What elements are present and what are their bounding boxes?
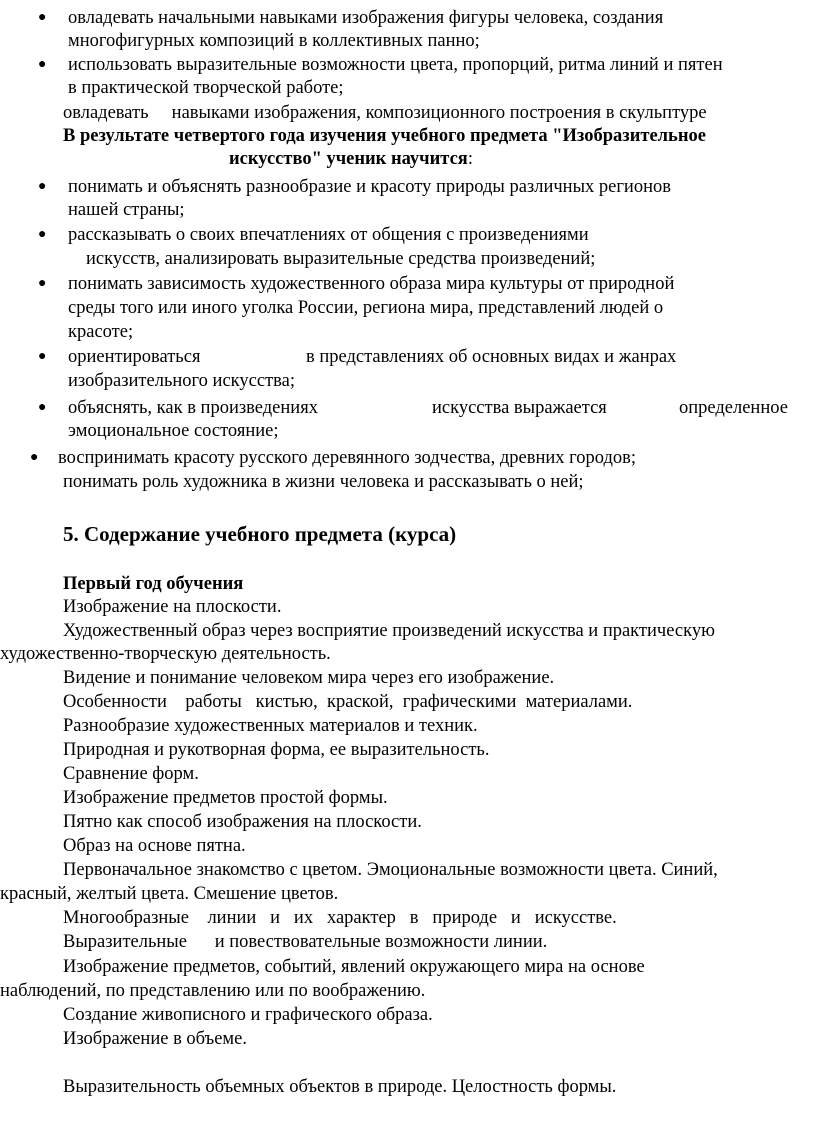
list-item: овладевать начальными навыками изображения фигуры человека, создания xyxy=(68,8,664,28)
list-item: понимать роль художника в жизни человека и рассказывать о ней; xyxy=(63,472,584,492)
list-item: объяснять, как в произведениях xyxy=(68,398,318,418)
paragraph: Создание живописного и графического образа. xyxy=(63,1005,433,1025)
paragraph: красный, желтый цвета. Смешение цветов. xyxy=(0,884,339,904)
list-item: определенное xyxy=(679,398,788,418)
paragraph: Образ на основе пятна. xyxy=(63,836,246,856)
section-heading: В результате четвертого года изучения учебного предмета "Изобразительное xyxy=(63,126,706,146)
list-item: нашей страны; xyxy=(68,200,185,220)
bullet-marker: ● xyxy=(30,450,39,465)
bullet-marker: ● xyxy=(38,57,47,72)
paragraph: Разнообразие художественных материалов и техник. xyxy=(63,716,478,736)
list-item: в практической творческой работе; xyxy=(68,78,344,98)
list-item: эмоциональное состояние; xyxy=(68,421,279,441)
list-item: воспринимать красоту русского деревянного зодчества, древних городов; xyxy=(58,448,637,468)
paragraph: Выразительные и повествовательные возможности линии. xyxy=(63,932,548,952)
list-item: искусств, анализировать выразительные средства произведений; xyxy=(86,249,596,269)
paragraph: Изображение на плоскости. xyxy=(63,597,282,617)
paragraph: овладевать навыками изображения, композиционного построения в скульптуре xyxy=(63,103,707,123)
paragraph: Природная и рукотворная форма, ее выразительность. xyxy=(63,740,490,760)
heading-text: искусство" ученик научится xyxy=(229,149,468,169)
paragraph: Изображение предметов простой формы. xyxy=(63,788,388,808)
list-item: красоте; xyxy=(68,322,134,342)
list-item: в представлениях об основных видах и жанрах xyxy=(306,347,677,367)
bullet-marker: ● xyxy=(38,227,47,242)
list-item: понимать зависимость художественного образа мира культуры от природной xyxy=(68,274,675,294)
section-title: 5. Содержание учебного предмета (курса) xyxy=(63,522,457,546)
paragraph: Многообразные линии и их характер в природе и искусстве. xyxy=(63,908,617,928)
paragraph: Первоначальное знакомство с цветом. Эмоциональные возможности цвета. Синий, xyxy=(63,860,718,880)
paragraph: Видение и понимание человеком мира через его изображение. xyxy=(63,668,555,688)
bullet-marker: ● xyxy=(38,400,47,415)
paragraph: Сравнение форм. xyxy=(63,764,199,784)
paragraph: наблюдений, по представлению или по воображению. xyxy=(0,981,426,1001)
list-item: использовать выразительные возможности цвета, пропорций, ритма линий и пятен xyxy=(68,55,723,75)
list-item: среды того или иного уголка России, региона мира, представлений людей о xyxy=(68,298,664,318)
paragraph: Особенности работы кистью, краской, графическими материалами. xyxy=(63,692,633,712)
list-item: понимать и объяснять разнообразие и красоту природы различных регионов xyxy=(68,177,671,197)
heading-colon: : xyxy=(467,149,473,169)
list-item: ориентироваться xyxy=(68,347,201,367)
paragraph: художественно-творческую деятельность. xyxy=(0,644,331,664)
list-item: искусства выражается xyxy=(432,398,607,418)
paragraph: Выразительность объемных объектов в природе. Целостность формы. xyxy=(63,1077,617,1097)
paragraph: Художественный образ через восприятие произведений искусства и практическую xyxy=(63,621,715,641)
bullet-marker: ● xyxy=(38,179,47,194)
paragraph: Изображение в объеме. xyxy=(63,1029,247,1049)
paragraph: Пятно как способ изображения на плоскости. xyxy=(63,812,422,832)
subsection-title: Первый год обучения xyxy=(63,574,244,594)
bullet-marker: ● xyxy=(38,349,47,364)
bullet-marker: ● xyxy=(38,10,47,25)
list-item: изобразительного искусства; xyxy=(68,371,295,391)
section-heading-line2 xyxy=(229,148,473,170)
bullet-marker: ● xyxy=(38,276,47,291)
list-item: рассказывать о своих впечатлениях от общения с произведениями xyxy=(68,225,589,245)
list-item: многофигурных композиций в коллективных панно; xyxy=(68,31,480,51)
paragraph: Изображение предметов, событий, явлений окружающего мира на основе xyxy=(63,957,645,977)
